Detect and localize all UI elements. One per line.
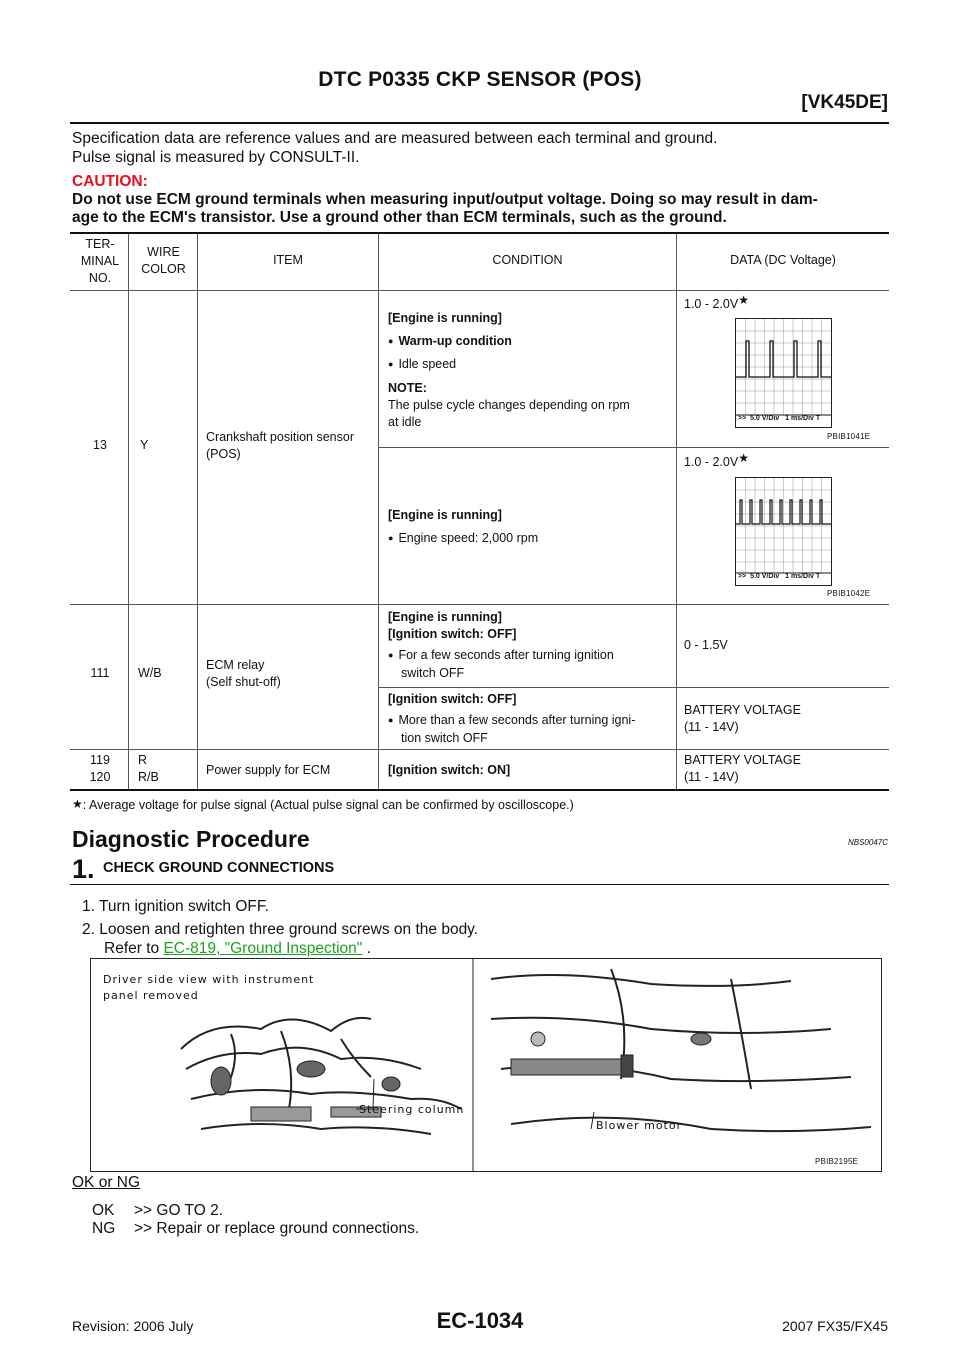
scope-trigger-icon: T — [815, 415, 821, 422]
table-row-divider — [70, 749, 889, 750]
figure-code: PBIB2195E — [815, 1157, 859, 1166]
waveform-a-icon — [736, 319, 831, 427]
col-divider — [378, 234, 379, 789]
table-header-rule — [70, 290, 889, 291]
row1-condition-b — [388, 507, 538, 548]
caution-label: CAUTION: — [72, 173, 148, 190]
scope-b-code: PBIB1042E — [827, 589, 871, 598]
table-top-rule — [70, 232, 889, 234]
procedure-code: NBS0047C — [847, 838, 888, 847]
star-icon: ★ — [738, 451, 749, 465]
scope-b-div: 5.0 V/Div — [750, 573, 780, 580]
row1-item-1: Crankshaft position sensor — [206, 430, 354, 444]
star-icon: ★ — [72, 797, 83, 811]
header-item: ITEM — [273, 253, 303, 267]
row3-terminal — [72, 752, 128, 786]
row3-terminal-1: 119 — [90, 753, 110, 767]
ng-result — [92, 1220, 419, 1238]
scope-b-time: 1 ms/Div — [785, 573, 814, 580]
refer-prefix: Refer to — [104, 940, 164, 957]
footer-page-number: EC-1034 — [436, 1308, 524, 1333]
scope-arrow-icon: >> — [738, 573, 747, 580]
header-condition: CONDITION — [492, 253, 563, 267]
step-number: 1. — [72, 854, 95, 884]
header-wire-2: COLOR — [141, 262, 186, 276]
row2-cond-b-1: [Ignition switch: OFF] — [388, 692, 517, 706]
scope-a-footer — [738, 415, 820, 422]
header-wire-1: WIRE — [147, 245, 180, 259]
footer-model: 2007 FX35/FX45 — [782, 1318, 888, 1334]
row2-condition-a — [388, 609, 678, 682]
row3-item: Power supply for ECM — [206, 763, 331, 777]
col-divider — [197, 234, 198, 789]
header-rule — [70, 122, 889, 124]
scope-arrow-icon: >> — [738, 415, 747, 422]
row1-condition-a — [388, 310, 678, 431]
oscilloscope-waveform-a — [735, 318, 832, 428]
row2-item-2: (Self shut-off) — [206, 675, 281, 689]
step-item-2: 2. Loosen and retighten three ground screws on the body. — [82, 921, 479, 938]
ground-location-figure — [90, 958, 882, 1172]
row2-cond-a-2: [Ignition switch: OFF] — [388, 627, 517, 641]
row3-terminal-2: 120 — [89, 770, 111, 784]
footer-revision: Revision: 2006 July — [72, 1318, 194, 1334]
row2-cond-b-3: tion switch OFF — [401, 731, 488, 745]
caution-line-2: age to the ECM's transistor. Use a ground other than ECM terminals, such as the ground. — [72, 209, 727, 226]
header-terminal-3: NO. — [88, 271, 112, 285]
row1-item-2: (POS) — [206, 447, 241, 461]
header-data: DATA (DC Voltage) — [730, 253, 836, 267]
page-title: DTC P0335 CKP SENSOR (POS) — [318, 68, 642, 91]
refer-suffix: . — [362, 940, 371, 957]
row2-wire: W/B — [138, 666, 162, 680]
scope-a-div: 5.0 V/Div — [750, 415, 780, 422]
caution-line-1: Do not use ECM ground terminals when measuring input/output voltage. Doing so may result in dam- — [72, 191, 818, 208]
ok-result — [92, 1202, 223, 1220]
table-footnote — [72, 798, 574, 812]
figure-label-1: Driver side view with instrument — [103, 973, 315, 986]
table-row-divider — [378, 687, 889, 688]
row1-note-1: The pulse cycle changes depending on rpm — [388, 398, 630, 412]
star-icon: ★ — [738, 293, 749, 307]
section-tag: [VK45DE] — [801, 92, 888, 113]
header-terminal-1: TER- — [85, 237, 115, 251]
row1-data-b-value: 1.0 - 2.0V — [684, 455, 739, 469]
figure-label-2: panel removed — [103, 989, 199, 1002]
row3-wire-2: R/B — [138, 770, 159, 784]
row3-condition: [Ignition switch: ON] — [388, 763, 511, 777]
footnote-text: : Average voltage for pulse signal (Actual pulse signal can be confirmed by oscilloscope.) — [82, 798, 574, 812]
scope-a-code: PBIB1041E — [827, 432, 871, 441]
row2-item — [206, 657, 281, 691]
ng-label: NG — [92, 1220, 116, 1237]
row1-data-a-value: 1.0 - 2.0V — [684, 297, 739, 311]
row2-cond-a-4: switch OFF — [401, 666, 465, 680]
row2-data-a: 0 - 1.5V — [684, 638, 728, 652]
row3-data-1: BATTERY VOLTAGE — [684, 753, 801, 767]
row2-terminal: 111 — [90, 666, 110, 680]
step-refer — [104, 939, 371, 958]
row1-note-2: at idle — [388, 415, 422, 429]
row2-cond-a-1: [Engine is running] — [388, 610, 502, 624]
scope-trigger-icon: T — [815, 573, 821, 580]
row1-wire: Y — [140, 438, 149, 452]
intro-line-1: Specification data are reference values and are measured between each terminal and ground. — [72, 130, 718, 147]
scope-a-time: 1 ms/Div — [785, 415, 814, 422]
ground-photo-illustration — [91, 959, 881, 1171]
row1-data-a — [684, 293, 749, 313]
row1-cond-a-1: [Engine is running] — [388, 311, 502, 325]
row1-data-b — [684, 451, 749, 471]
procedure-title: Diagnostic Procedure — [72, 826, 310, 852]
terminal-table — [70, 232, 889, 792]
oscilloscope-waveform-b — [735, 477, 832, 586]
row1-terminal: 13 — [93, 438, 107, 452]
row2-item-1: ECM relay — [206, 658, 265, 672]
figure-steering-label: Steering column — [359, 1103, 465, 1116]
row2-cond-b-2: ● More than a few seconds after turning igni- — [388, 712, 678, 730]
row2-data-b-1: BATTERY VOLTAGE — [684, 703, 801, 717]
header-wire-color — [130, 244, 197, 278]
col-divider — [128, 234, 129, 789]
ground-inspection-link[interactable]: EC-819, "Ground Inspection" — [163, 940, 363, 957]
table-bottom-rule — [70, 789, 889, 791]
ok-text: >> GO TO 2. — [134, 1202, 224, 1219]
table-row-divider — [378, 447, 889, 448]
step-rule — [70, 884, 889, 885]
step-heading: CHECK GROUND CONNECTIONS — [103, 860, 335, 876]
table-row-divider — [70, 604, 889, 605]
ok-or-ng-label: OK or NG — [72, 1174, 141, 1191]
row1-note-label: NOTE: — [388, 381, 427, 395]
row2-data-b — [684, 702, 801, 736]
row1-cond-b-1: [Engine is running] — [388, 508, 502, 522]
row2-cond-a-3: ● For a few seconds after turning ignition — [388, 647, 678, 665]
row2-condition-b — [388, 691, 678, 747]
intro-line-2: Pulse signal is measured by CONSULT-II. — [72, 149, 360, 166]
step-item-1: 1. Turn ignition switch OFF. — [82, 898, 269, 915]
figure-blower-label: Blower motor — [596, 1119, 683, 1132]
header-terminal-2: MINAL — [80, 254, 120, 268]
ok-label: OK — [92, 1202, 115, 1219]
scope-b-footer — [738, 573, 820, 580]
row1-item — [206, 429, 354, 463]
row2-data-b-2: (11 - 14V) — [684, 720, 739, 734]
waveform-b-icon — [736, 478, 831, 585]
row3-data-2: (11 - 14V) — [684, 770, 739, 784]
row1-cond-a-3: ● Idle speed — [388, 356, 678, 374]
row3-data — [684, 752, 801, 786]
row1-cond-b-2: ● Engine speed: 2,000 rpm — [388, 530, 538, 548]
row3-wire-1: R — [138, 753, 148, 767]
row1-cond-a-2: ● Warm-up condition — [388, 333, 678, 351]
row3-wire — [138, 752, 159, 786]
header-terminal — [72, 236, 128, 287]
ng-text: >> Repair or replace ground connections. — [134, 1220, 420, 1237]
